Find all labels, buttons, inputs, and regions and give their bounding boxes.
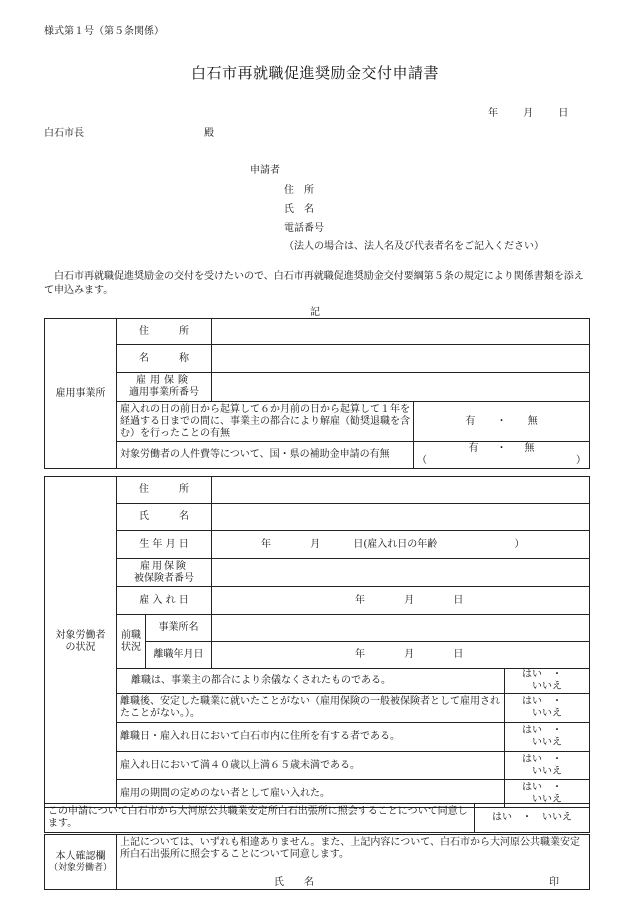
employer-address-label: 住 所: [117, 319, 212, 345]
insured-label-1: 雇用保険: [140, 560, 188, 572]
worker-name-field[interactable]: [212, 504, 590, 531]
q2-choice[interactable]: [505, 694, 590, 723]
intro-body: 白石市再就職促進奨励金の交付を受けたいので、白石市再就職促進奨励金交付要綱第５条の規定により関係書類を添えて申込みます。: [44, 271, 584, 296]
confirm-sublabel: （対象労働者）: [48, 862, 112, 873]
hire-year: 年: [355, 594, 365, 606]
subsidy-choice[interactable]: [414, 442, 590, 469]
date-day: 日: [558, 108, 569, 119]
subsidy-dot: ・: [496, 443, 507, 454]
q5-yes[interactable]: はい: [522, 781, 542, 793]
consent-dot: ・: [522, 812, 532, 823]
consent-yes[interactable]: はい: [492, 812, 512, 823]
date-month: 月: [523, 108, 534, 119]
employer-section-label: 雇用事業所: [45, 319, 117, 469]
insured-field[interactable]: [212, 559, 590, 587]
employer-name-label: 名 称: [117, 345, 212, 373]
prev-leave-field[interactable]: [212, 642, 590, 669]
dismissal-dot: ・: [496, 415, 507, 427]
confirm-seal[interactable]: 印: [549, 877, 559, 888]
q5-dot: ・: [552, 781, 562, 793]
confirm-label: 本人確認欄: [55, 850, 106, 862]
applicant-label: 申請者: [250, 165, 280, 176]
worker-address-label: 住 所: [117, 477, 212, 504]
prev-leave-year: 年: [355, 649, 365, 660]
addressee-suffix: 殿: [204, 128, 214, 139]
confirm-body: [117, 835, 590, 890]
insured-label-2: 被保険者番号: [134, 572, 194, 584]
consent-text: この申請について白石市から大河原公共職業安定所白石出張所に照会することについて同意します。: [45, 804, 475, 833]
worker-table: [44, 476, 590, 808]
prev-office-label: 事業所名: [146, 615, 212, 642]
worker-name-label: 氏 名: [117, 504, 212, 531]
confirm-label-cell: [45, 835, 117, 890]
subsidy-question: 対象労働者の人件費等について、国・県の補助金申請の有無: [117, 442, 414, 469]
consent-no[interactable]: いいえ: [542, 812, 572, 823]
prev-label-2: 状況: [121, 641, 141, 653]
date-year: 年: [488, 108, 498, 119]
page-title: 白石市再就職促進奨励金交付申請書: [190, 64, 439, 82]
employer-insurance-field[interactable]: [212, 373, 590, 402]
form-number-label: 様式第１号（第５条関係）: [44, 26, 164, 37]
employer-insurance-label: [117, 373, 212, 402]
prev-leave-day: 日: [453, 649, 464, 660]
confirm-text: 上記については、いずれも相違ありません。また、上記内容について、白石市から大河原公共職業安定所白石出張所に照会することについて同意します。: [120, 837, 580, 860]
prev-leave-label: 離職年月日: [146, 642, 212, 669]
applicant-phone-label: 電話番号: [284, 223, 324, 234]
consent-choice[interactable]: [475, 804, 590, 833]
hire-field[interactable]: [212, 587, 590, 615]
hire-label: 雇 入 れ 日: [117, 587, 212, 615]
q2-dot: ・: [552, 696, 562, 707]
subsidy-paren-close: ）: [576, 455, 586, 466]
addressee: [44, 124, 214, 139]
q1-yes[interactable]: はい: [522, 669, 542, 680]
q1-dot: ・: [552, 669, 562, 680]
employer-insurance-label-1: 雇用保険: [136, 375, 192, 386]
subsidy-paren-open: （: [417, 455, 427, 466]
q2-text: 離職後、安定した職業に就いたことがない（雇用保険の一般被保険者として雇用されたことがない。）。: [117, 694, 505, 723]
applicant-name-label: 氏 名: [284, 204, 314, 215]
birth-label: 生 年 月 日: [117, 531, 212, 559]
worker-address-field[interactable]: [212, 477, 590, 504]
q2-no[interactable]: いいえ: [532, 708, 562, 719]
q4-text: 雇入れ日において満４０歳以上満６５歳未満である。: [117, 752, 505, 780]
birth-field[interactable]: [212, 531, 590, 559]
hire-month: 月: [404, 594, 415, 606]
q3-no[interactable]: いいえ: [532, 737, 562, 748]
birth-year: 年: [261, 538, 271, 550]
dismissal-question: 雇入れの日の前日から起算して６か月前の日から起算して１年を経過する日までの間に、事業主の都合により解雇（勧奨退職を含む）を行ったことの有無: [117, 402, 414, 442]
ki-label: 記: [310, 307, 320, 318]
hire-day: 日: [453, 594, 464, 606]
q1-text: 離職は、事業主の都合により余儀なくされたものである。: [117, 669, 505, 694]
q1-no[interactable]: いいえ: [532, 681, 562, 692]
worker-section-label-2: の状況: [65, 642, 96, 653]
worker-section-label-1: 対象労働者: [55, 630, 106, 641]
applicant-address-label: 住 所: [284, 185, 314, 196]
q5-no[interactable]: いいえ: [532, 793, 562, 805]
applicant-note: （法人の場合は、法人名及び代表者名をご記入ください）: [284, 241, 544, 252]
confirm-name-label: 氏 名: [274, 877, 314, 888]
q3-choice[interactable]: [505, 723, 590, 752]
dismissal-yes[interactable]: 有: [465, 415, 476, 427]
employer-insurance-label-2: 適用事業所番号: [129, 387, 199, 398]
employer-name-field[interactable]: [212, 345, 590, 373]
worker-section-label: [45, 477, 117, 808]
q3-text: 離職日・雇入れ日において白石市内に住所を有する者である。: [117, 723, 505, 752]
date-line: [488, 104, 568, 119]
q5-text: 雇用の期間の定めのない者として雇い入れた。: [117, 780, 505, 808]
birth-day: 日(雇入れ日の年齢: [353, 538, 438, 550]
confirm-table: [44, 834, 590, 890]
q3-yes[interactable]: はい: [522, 725, 542, 736]
dismissal-no[interactable]: 無: [527, 415, 538, 427]
q4-choice[interactable]: [505, 752, 590, 780]
subsidy-yes[interactable]: 有: [468, 443, 479, 454]
prev-label-1: 前職: [121, 629, 141, 641]
birth-close: ）: [514, 538, 525, 550]
q4-no[interactable]: いいえ: [532, 765, 562, 777]
employer-address-field[interactable]: [212, 319, 590, 345]
prev-label: [117, 615, 146, 669]
q1-choice[interactable]: [505, 669, 590, 694]
employer-table: [44, 318, 590, 469]
subsidy-no[interactable]: 無: [524, 443, 535, 454]
q3-dot: ・: [552, 725, 562, 736]
prev-leave-month: 月: [404, 649, 415, 660]
prev-office-field[interactable]: [212, 615, 590, 642]
dismissal-choice[interactable]: [414, 402, 590, 442]
q2-yes[interactable]: はい: [522, 696, 542, 707]
q4-dot: ・: [552, 753, 562, 765]
addressee-name: 白石市長: [44, 128, 84, 139]
insured-label: [117, 559, 212, 587]
birth-month: 月: [310, 538, 321, 550]
intro-text: [44, 270, 589, 298]
q4-yes[interactable]: はい: [522, 753, 542, 765]
consent-table: [44, 803, 590, 833]
